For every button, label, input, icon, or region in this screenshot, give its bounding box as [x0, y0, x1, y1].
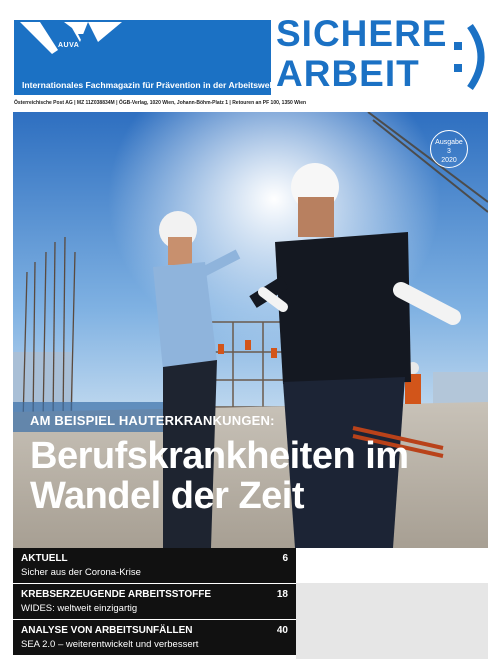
- auva-logo: [18, 20, 126, 60]
- postal-info: Österreichische Post AG | MZ 11Z038834M | ÖGB-Verlag, 1020 Wien, Johann-Böhm-Platz 1 | Retouren an PF 100, 1350 Wien: [14, 100, 307, 106]
- issue-badge-number: 3: [447, 148, 451, 155]
- side-panel: [296, 583, 488, 659]
- masthead-title-line1: SICHERE: [276, 13, 448, 54]
- smiley-icon: [452, 18, 494, 96]
- issue-badge-label: Ausgabe: [435, 139, 463, 146]
- toc-heading: ANALYSE VON ARBEITSUNFÄLLEN: [21, 625, 193, 636]
- toc-item-aktuell[interactable]: [13, 548, 296, 583]
- cover-headline-line1: Berufskrankheiten im: [30, 435, 409, 477]
- magazine-tagline: Internationales Fachmagazin für Prävention in der Arbeitswelt: [22, 80, 275, 90]
- issue-badge: [430, 130, 468, 168]
- toc-heading: KREBSERZEUGENDE ARBEITSSTOFFE: [21, 589, 212, 600]
- toc-item-arbeitsunfaelle[interactable]: [13, 620, 296, 655]
- masthead-title-line2: ARBEIT: [276, 53, 420, 94]
- toc-page-number: 40: [276, 625, 288, 636]
- toc-subtitle: Sicher aus der Corona-Krise: [21, 567, 141, 578]
- logo-wordmark: AUVA: [58, 42, 80, 49]
- cover-headline: [30, 436, 409, 516]
- toc-page-number: 6: [282, 553, 288, 564]
- toc-item-arbeitsstoffe[interactable]: [13, 584, 296, 619]
- toc-page-number: 18: [276, 589, 288, 600]
- toc-subtitle: SEA 2.0 – weiterentwickelt und verbessert: [21, 639, 199, 650]
- cover-headline-line2: Wandel der Zeit: [30, 475, 305, 517]
- toc-heading: AKTUELL: [21, 553, 68, 564]
- toc-subtitle: WIDES: weltweit einzigartig: [21, 603, 138, 614]
- issue-badge-year: 2020: [441, 157, 457, 164]
- cover-kicker: AM BEISPIEL HAUTERKRANKUNGEN:: [30, 413, 275, 428]
